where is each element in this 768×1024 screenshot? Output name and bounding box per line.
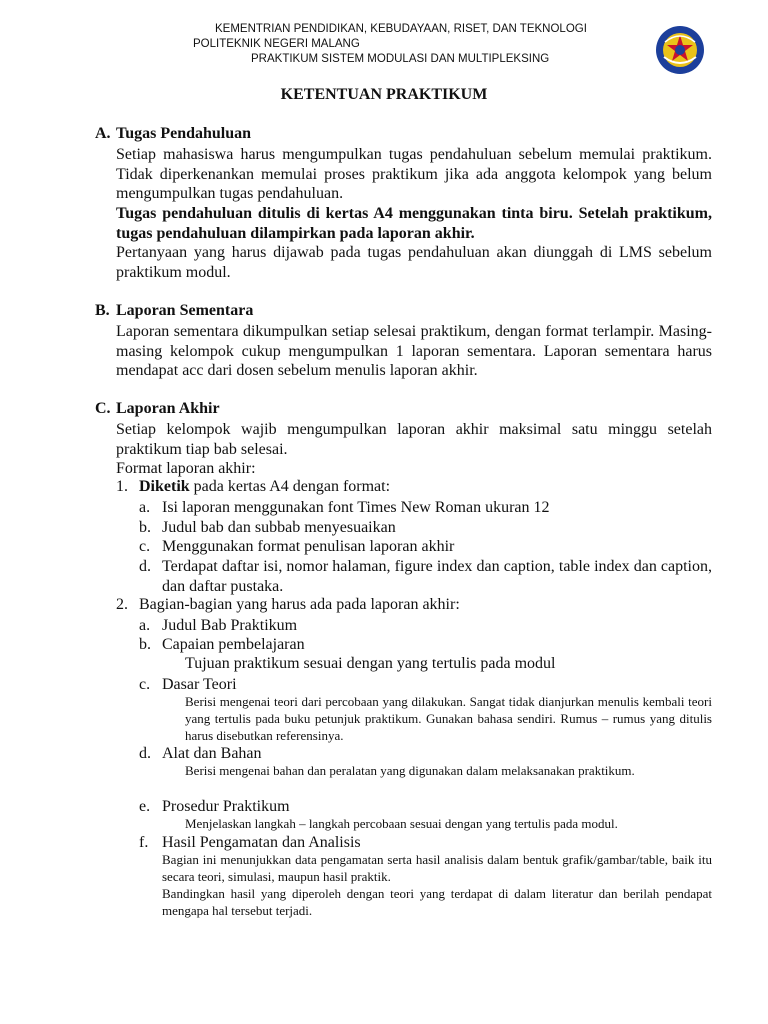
list-marker: a.	[139, 499, 151, 516]
list-text: Judul bab dan subbab menyesuaikan	[162, 519, 396, 536]
list-marker: 1.	[116, 478, 128, 495]
section-c-paragraph-2: Format laporan akhir:	[116, 460, 256, 477]
list-marker: b.	[139, 519, 151, 536]
section-c-heading	[95, 400, 220, 418]
list-item-2c	[139, 675, 237, 695]
section-title: Laporan Sementara	[116, 302, 254, 319]
list-item-2e	[139, 797, 290, 817]
section-c-paragraph-1: Setiap kelompok wajib mengumpulkan laporan akhir maksimal satu minggu setelah praktikum tiap bab selesai.	[116, 421, 712, 458]
section-a-paragraph-1: Setiap mahasiswa harus mengumpulkan tugas pendahuluan sebelum memulai praktikum. Tidak diperkenankan memulai proses praktikum jika ada anggota kelompok yang belum mengumpulkan tugas pendahuluan.	[116, 146, 712, 203]
list-item-2e-description: Menjelaskan langkah – langkah percobaan sesuai dengan yang tertulis pada modul.	[185, 816, 618, 831]
list-marker: d.	[139, 558, 151, 575]
section-a-paragraph-3: Pertanyaan yang harus dijawab pada tugas pendahuluan akan diunggah di LMS sebelum praktikum modul.	[116, 244, 712, 281]
list-marker: a.	[139, 617, 151, 634]
list-item-2f	[139, 833, 361, 853]
bold-text: Tugas pendahuluan ditulis di kertas A4 menggunakan tinta biru. Setelah praktikum, tugas pendahuluan dilampirkan pada laporan akhir.	[116, 205, 712, 242]
list-marker: c.	[139, 538, 151, 555]
list-text: Bagian-bagian yang harus ada pada laporan akhir:	[139, 596, 460, 613]
section-a-heading	[95, 125, 251, 143]
list-text: pada kertas A4 dengan format:	[189, 478, 391, 495]
list-item-2f-description: Bagian ini menunjukkan data pengamatan serta hasil analisis dalam bentuk grafik/gambar/table, baik itu secara teori, simulasi, maupun hasil praktik.	[162, 852, 712, 884]
list-text: Capaian pembelajaran	[162, 636, 305, 653]
list-item-1d	[139, 557, 712, 596]
list-item-2c-description: Berisi mengenai teori dari percobaan yang dilakukan. Sangat tidak dianjurkan menulis kembali teori yang tertulis pada buku petunjuk praktikum. Gunakan bahasa sendiri. Rumus – rumus yang ditulis harus disebutkan referensinya.	[185, 694, 712, 743]
list-text: Alat dan Bahan	[162, 745, 262, 762]
section-marker: A.	[95, 125, 111, 142]
section-a-paragraph-2	[116, 204, 712, 243]
list-item-1c	[139, 537, 454, 557]
list-marker: c.	[139, 676, 151, 693]
list-item-2d	[139, 744, 262, 764]
header-course: PRAKTIKUM SISTEM MODULASI DAN MULTIPLEKSING	[251, 53, 550, 65]
list-marker: b.	[139, 636, 151, 653]
list-text: Judul Bab Praktikum	[162, 617, 298, 634]
list-item-2f-description-2: Bandingkan hasil yang diperoleh dengan teori yang terdapat di dalam literatur dan berilah pendapat mengapa hal tersebut terjadi.	[162, 886, 712, 918]
list-text: Isi laporan menggunakan font Times New Roman ukuran 12	[162, 499, 550, 516]
list-item-1b	[139, 518, 396, 538]
page-title: KETENTUAN PRAKTIKUM	[280, 86, 488, 103]
list-text: Prosedur Praktikum	[162, 798, 290, 815]
list-item-2d-description: Berisi mengenai bahan dan peralatan yang digunakan dalam melaksanakan praktikum.	[185, 763, 635, 778]
list-item-2b	[139, 635, 305, 655]
section-b-heading	[95, 302, 253, 320]
header-institution: POLITEKNIK NEGERI MALANG	[193, 38, 360, 50]
section-marker: C.	[95, 400, 111, 417]
bold-text: Diketik	[139, 478, 190, 495]
list-item-2	[116, 596, 460, 614]
list-marker: e.	[139, 798, 151, 815]
list-text: Terdapat daftar isi, nomor halaman, figure index dan caption, table index dan caption, dan daftar pustaka.	[162, 558, 712, 595]
list-marker: d.	[139, 745, 151, 762]
list-text: Hasil Pengamatan dan Analisis	[162, 834, 361, 851]
section-marker: B.	[95, 302, 110, 319]
header-ministry: KEMENTRIAN PENDIDIKAN, KEBUDAYAAN, RISET, DAN TEKNOLOGI	[215, 23, 587, 35]
list-text: Menggunakan format penulisan laporan akhir	[162, 538, 455, 555]
list-item-2b-description: Tujuan praktikum sesuai dengan yang tertulis pada modul	[185, 655, 556, 672]
polinema-logo-icon	[655, 25, 705, 75]
section-b-paragraph-1: Laporan sementara dikumpulkan setiap selesai praktikum, dengan format terlampir. Masing-masing kelompok cukup mengumpulkan 1 laporan sementara. Laporan sementara harus mendapat acc dari dosen sebelum menulis laporan akhir.	[116, 323, 712, 380]
list-text: Dasar Teori	[162, 676, 237, 693]
list-marker: 2.	[116, 596, 128, 613]
list-marker: f.	[139, 834, 149, 851]
section-title: Laporan Akhir	[116, 400, 220, 417]
section-title: Tugas Pendahuluan	[116, 125, 252, 142]
list-item-1a	[139, 498, 550, 518]
list-item-1	[116, 478, 390, 496]
list-item-2a	[139, 616, 297, 636]
